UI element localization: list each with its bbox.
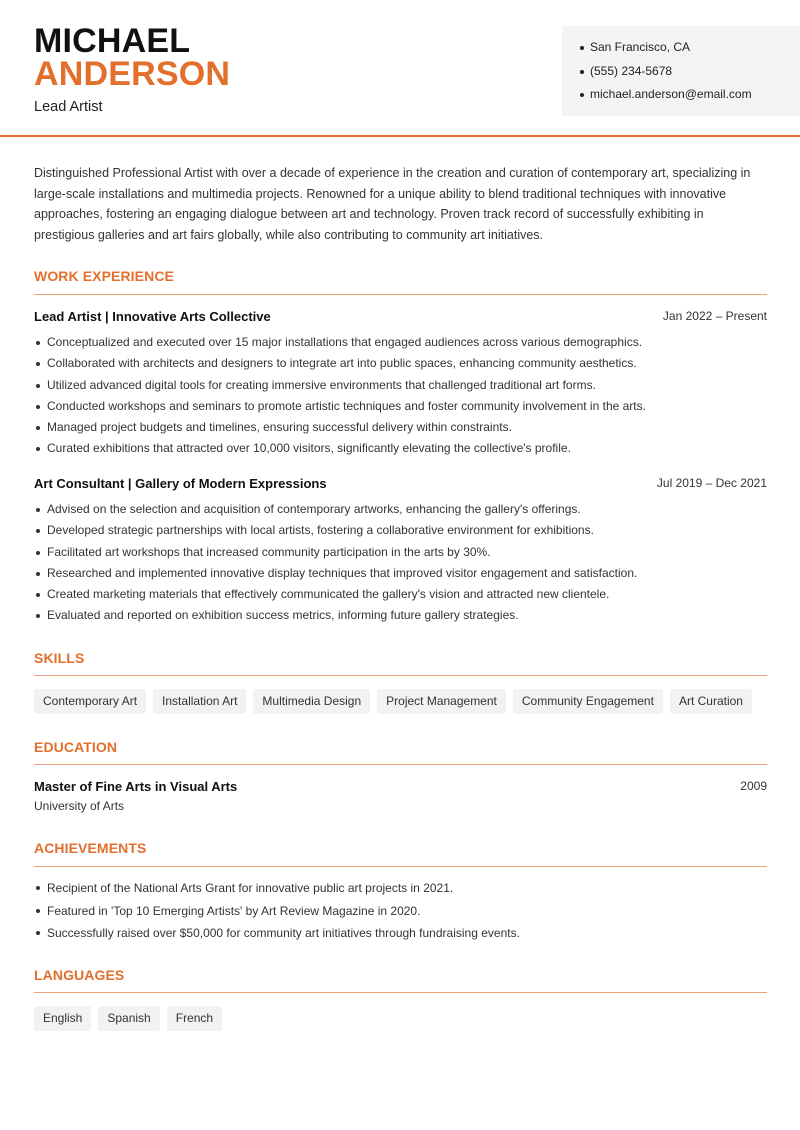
- job-entry-header: [34, 309, 767, 327]
- resume-header: [0, 0, 800, 137]
- job-bullets: [34, 499, 767, 627]
- list-item: Conducted workshops and seminars to promote artistic techniques and foster community involvement in the arts.: [34, 396, 767, 417]
- achievements-list: [34, 877, 767, 945]
- list-item: Researched and implemented innovative display techniques that improved visitor engagement and satisfaction.: [34, 563, 767, 584]
- work-experience-divider: [34, 294, 767, 295]
- skill-tag: Community Engagement: [513, 689, 663, 714]
- skills-divider: [34, 675, 767, 676]
- list-item: Conceptualized and executed over 15 major installations that engaged audiences across various demographics.: [34, 332, 767, 353]
- last-name: ANDERSON: [34, 55, 231, 93]
- contact-location: San Francisco, CA: [580, 36, 800, 60]
- language-tag: English: [34, 1006, 91, 1031]
- job-title: Lead Artist: [34, 99, 103, 115]
- list-item: Facilitated art workshops that increased community participation in the arts by 30%.: [34, 542, 767, 563]
- job-bullets: [34, 332, 767, 460]
- education-divider: [34, 764, 767, 765]
- list-item: Advised on the selection and acquisition of contemporary artworks, enhancing the gallery's offerings.: [34, 499, 767, 520]
- skill-tag: Installation Art: [153, 689, 246, 714]
- education-degree: Master of Fine Arts in Visual Arts: [34, 779, 238, 794]
- contact-phone: (555) 234-5678: [580, 60, 800, 84]
- professional-summary: Distinguished Professional Artist with over a decade of experience in the creation and curation of contemporary art, specializing in large-scale installations and multimedia projects. Renowned for a unique ability to blend traditional techniques with innovative approaches, fostering an engaging dialogue between art and technology. Proven track record of successfully exhibiting in prestigious galleries and art fairs globally, while also contributing to community art initiatives.: [34, 166, 751, 243]
- languages-title: LANGUAGES: [34, 967, 125, 983]
- education-title: EDUCATION: [34, 739, 118, 755]
- job-heading: Lead Artist | Innovative Arts Collective: [34, 309, 271, 324]
- job-heading: Art Consultant | Gallery of Modern Expressions: [34, 476, 327, 491]
- contact-list: [580, 36, 800, 107]
- skills-tags: [34, 689, 752, 714]
- job-dates: Jan 2022 – Present: [662, 309, 767, 323]
- list-item: Evaluated and reported on exhibition success metrics, informing future gallery strategies.: [34, 605, 767, 626]
- list-item: Featured in 'Top 10 Emerging Artists' by Art Review Magazine in 2020.: [34, 900, 767, 923]
- list-item: Created marketing materials that effectively communicated the gallery's vision and attracted new clientele.: [34, 584, 767, 605]
- skill-tag: Multimedia Design: [253, 689, 370, 714]
- contact-email[interactable]: michael.anderson@email.com: [580, 83, 800, 107]
- first-name: MICHAEL: [34, 22, 191, 60]
- achievements-divider: [34, 866, 767, 867]
- contact-box: [562, 26, 800, 116]
- education-entry-header: [34, 779, 767, 797]
- skill-tag: Contemporary Art: [34, 689, 146, 714]
- list-item: Developed strategic partnerships with local artists, fostering a collaborative environment for exhibitions.: [34, 520, 767, 541]
- list-item: Utilized advanced digital tools for creating immersive environments that challenged traditional art forms.: [34, 375, 767, 396]
- list-item: Managed project budgets and timelines, ensuring successful delivery within constraints.: [34, 417, 767, 438]
- job-entry-header: [34, 476, 767, 494]
- language-tags: [34, 1006, 222, 1031]
- language-tag: French: [167, 1006, 222, 1031]
- list-item: Recipient of the National Arts Grant for innovative public art projects in 2021.: [34, 877, 767, 900]
- list-item: Successfully raised over $50,000 for community art initiatives through fundraising events.: [34, 922, 767, 945]
- list-item: Collaborated with architects and designers to integrate art into public spaces, enhancing community aesthetics.: [34, 353, 767, 374]
- education-school: University of Arts: [34, 799, 125, 813]
- education-year: 2009: [740, 779, 767, 793]
- skills-title: SKILLS: [34, 650, 85, 666]
- achievements-title: ACHIEVEMENTS: [34, 840, 147, 856]
- job-dates: Jul 2019 – Dec 2021: [656, 476, 767, 490]
- skill-tag: Art Curation: [670, 689, 752, 714]
- languages-divider: [34, 992, 767, 993]
- list-item: Curated exhibitions that attracted over 10,000 visitors, significantly elevating the collective's profile.: [34, 438, 767, 459]
- language-tag: Spanish: [98, 1006, 159, 1031]
- work-experience-title: WORK EXPERIENCE: [34, 268, 174, 284]
- skill-tag: Project Management: [377, 689, 506, 714]
